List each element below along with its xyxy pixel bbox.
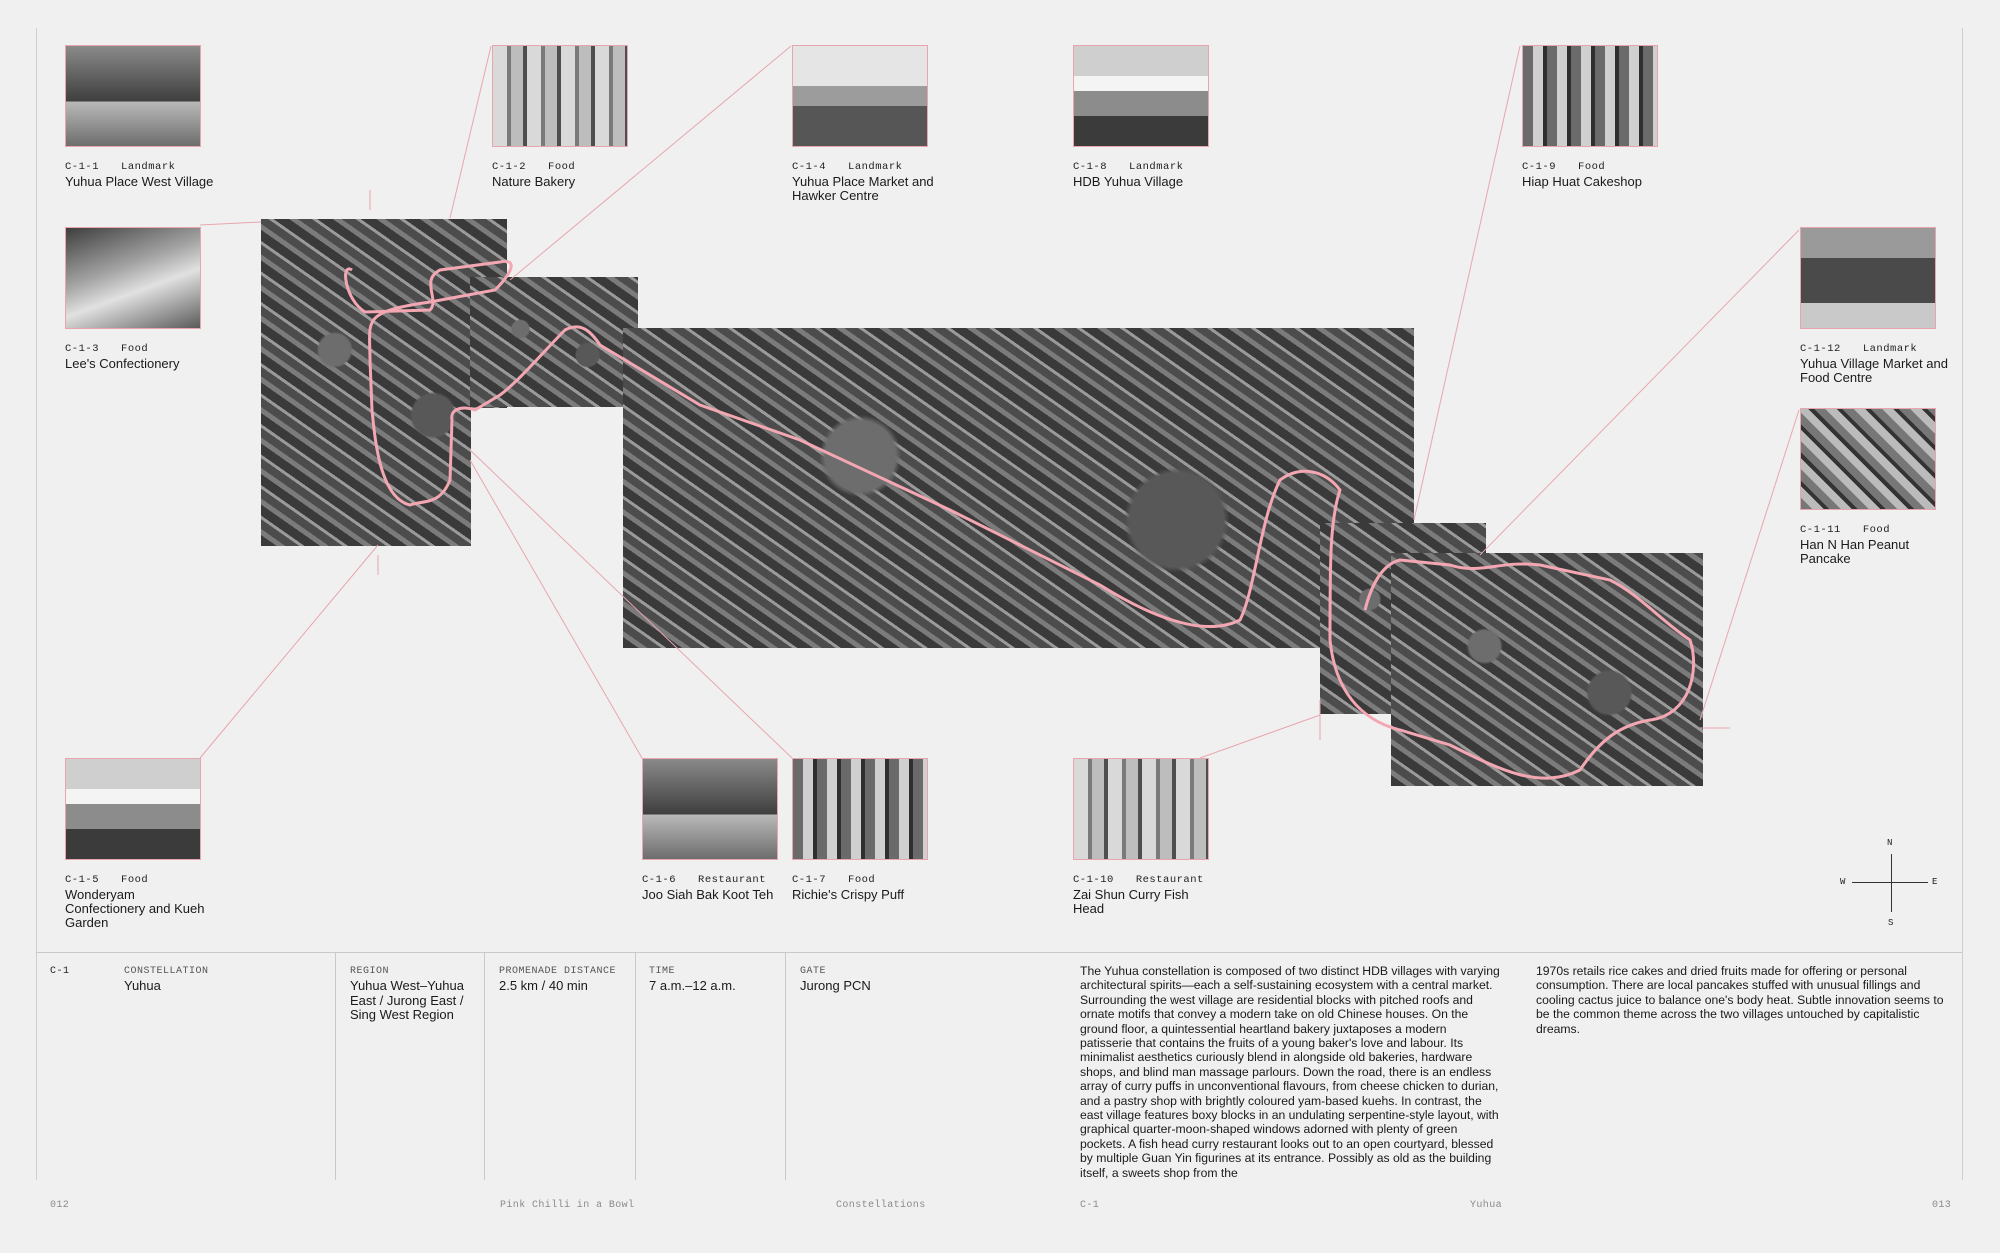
constellation-label: CONSTELLATION — [124, 966, 209, 977]
card-id: C-1-5 — [65, 874, 100, 886]
card-c-1-1[interactable] — [65, 45, 214, 189]
card-id: C-1-8 — [1073, 161, 1108, 173]
card-category: Food — [121, 874, 149, 886]
card-title: Han N Han Peanut Pancake — [1800, 537, 1910, 566]
info-distance — [499, 966, 634, 994]
card-title: Yuhua Place Market and Hawker Centre — [792, 174, 934, 203]
card-category: Food — [548, 161, 576, 173]
compass-rose — [1840, 838, 1940, 930]
description-paragraph-2: 1970s retails rice cakes and dried fruits made for offering or personal consumption. There are local pancakes stuffed with unusual fillings and cooling cactus juice to balance one's body heat. Subtle innovation seems to be the common theme across the two villages untouched by capitalistic dreams. — [1536, 964, 1944, 1036]
card-title: Yuhua Village Market and Food Centre — [1800, 356, 1948, 385]
card-title: HDB Yuhua Village — [1073, 174, 1184, 189]
photo-wonderyam — [65, 758, 201, 860]
footer-page-right: 013 — [1932, 1200, 1952, 1211]
card-category: Food — [121, 343, 149, 355]
info-divider — [335, 952, 336, 1180]
card-c-1-3[interactable] — [65, 227, 201, 371]
compass-horizontal-axis — [1852, 882, 1928, 883]
compass-west-label: W — [1840, 877, 1846, 887]
info-constellation — [124, 966, 209, 994]
photo-zai-shun-curry-fish-head — [1073, 758, 1209, 860]
card-id: C-1-7 — [792, 874, 827, 886]
gate-label: GATE — [800, 966, 827, 977]
card-c-1-5[interactable] — [65, 758, 205, 930]
compass-vertical-axis — [1891, 854, 1892, 912]
card-category: Food — [1862, 524, 1891, 536]
footer-section: Constellations — [836, 1200, 926, 1211]
photo-market-hawker-centre — [792, 45, 928, 147]
card-id: C-1-11 — [1800, 524, 1841, 536]
card-title: Zai Shun Curry Fish Head — [1073, 887, 1189, 916]
card-id: C-1-3 — [65, 343, 100, 355]
footer-page-left: 012 — [50, 1200, 70, 1211]
card-category: Landmark — [121, 161, 176, 173]
info-gate — [800, 966, 940, 994]
card-c-1-12[interactable] — [1800, 227, 1948, 385]
info-time — [649, 966, 779, 994]
card-id: C-1-1 — [65, 161, 100, 173]
card-category: Landmark — [1129, 161, 1184, 173]
time-value: 7 a.m.–12 a.m. — [649, 978, 736, 993]
compass-east-label: E — [1932, 877, 1938, 887]
photo-yuhua-village-market — [1800, 227, 1936, 329]
card-category: Landmark — [848, 161, 903, 173]
photo-richies-crispy-puff — [792, 758, 928, 860]
card-title: Hiap Huat Cakeshop — [1522, 174, 1642, 189]
card-category: Food — [1578, 161, 1606, 173]
card-category: Restaurant — [1135, 874, 1204, 886]
card-c-1-8[interactable] — [1073, 45, 1209, 189]
card-title: Joo Siah Bak Koot Teh — [642, 887, 774, 902]
card-category: Restaurant — [698, 874, 767, 886]
card-c-1-7[interactable] — [792, 758, 928, 902]
card-id: C-1-2 — [492, 161, 527, 173]
photo-joo-siah-bak-koot-teh — [642, 758, 778, 860]
info-divider — [484, 952, 485, 1180]
photo-hiap-huat-cakeshop — [1522, 45, 1658, 147]
photo-nature-bakery — [492, 45, 628, 147]
card-c-1-11[interactable] — [1800, 408, 1936, 566]
card-title: Yuhua Place West Village — [65, 174, 214, 189]
card-c-1-6[interactable] — [642, 758, 778, 902]
card-category: Landmark — [1862, 343, 1918, 355]
photo-hdb-yuhua-village — [1073, 45, 1209, 147]
card-title: Richie's Crispy Puff — [792, 887, 905, 902]
info-code: C-1 — [50, 966, 70, 977]
walking-route — [346, 261, 1694, 778]
photo-lees-confectionery — [65, 227, 201, 329]
footer-code: C-1 — [1080, 1200, 1100, 1211]
card-c-1-9[interactable] — [1522, 45, 1658, 189]
info-divider — [785, 952, 786, 1180]
compass-south-label: S — [1888, 918, 1894, 928]
card-c-1-2[interactable] — [492, 45, 628, 189]
card-title: Lee's Confectionery — [65, 356, 180, 371]
region-value: Yuhua West–Yuhua East / Jurong East / Sing West Region — [350, 978, 464, 1022]
distance-label: PROMENADE DISTANCE — [499, 966, 617, 977]
gate-value: Jurong PCN — [800, 978, 871, 993]
info-top-rule — [36, 952, 1962, 953]
card-id: C-1-10 — [1073, 874, 1114, 886]
card-c-1-4[interactable] — [792, 45, 934, 203]
description-paragraph-1: The Yuhua constellation is composed of two distinct HDB villages with varying architectural spirits—each a self-sustaining ecosystem with a central market. Surrounding the west village are residential blocks with pitched roofs and ornate motifs that convey a modern take on old Chinese houses. On the ground floor, a quintessential heartland bakery juxtaposes a modern patisserie that contains the fruits of a young baker's love and labour. Its minimalist aesthetics curiously blend in alongside old bakeries, hardware shops, and blind man massage parlours. Down the road, there is an endless array of curry puffs in unconventional flavours, from cheese chicken to durian, and a pastry shop with brightly coloured yam-based kuehs. In contrast, the east village features boxy blocks in an undulating serpentine-style layout, with graphical quarter-moon-shaped windows adorned with plenty of green pockets. A fish head curry restaurant looks out to an open courtyard, blessed by multiple Guan Yin figurines at its entrance. Possibly as old as the building itself, a sweets shop from the — [1080, 964, 1500, 1180]
info-region — [350, 966, 475, 1023]
card-id: C-1-12 — [1800, 343, 1841, 355]
distance-value: 2.5 km / 40 min — [499, 978, 588, 993]
card-c-1-10[interactable] — [1073, 758, 1209, 916]
info-divider — [635, 952, 636, 1180]
region-label: REGION — [350, 966, 390, 977]
card-title: Wonderyam Confectionery and Kueh Garden — [65, 887, 205, 930]
card-id: C-1-9 — [1522, 161, 1557, 173]
compass-north-label: N — [1887, 838, 1893, 848]
card-id: C-1-6 — [642, 874, 677, 886]
time-label: TIME — [649, 966, 676, 977]
card-category: Food — [848, 874, 876, 886]
card-id: C-1-4 — [792, 161, 827, 173]
photo-han-n-han-peanut-pancake — [1800, 408, 1936, 510]
card-title: Nature Bakery — [492, 174, 576, 189]
photo-yuhua-place-west-village — [65, 45, 201, 147]
constellation-value: Yuhua — [124, 978, 161, 993]
footer-book-title: Pink Chilli in a Bowl — [500, 1200, 635, 1211]
footer-name: Yuhua — [1470, 1200, 1503, 1211]
